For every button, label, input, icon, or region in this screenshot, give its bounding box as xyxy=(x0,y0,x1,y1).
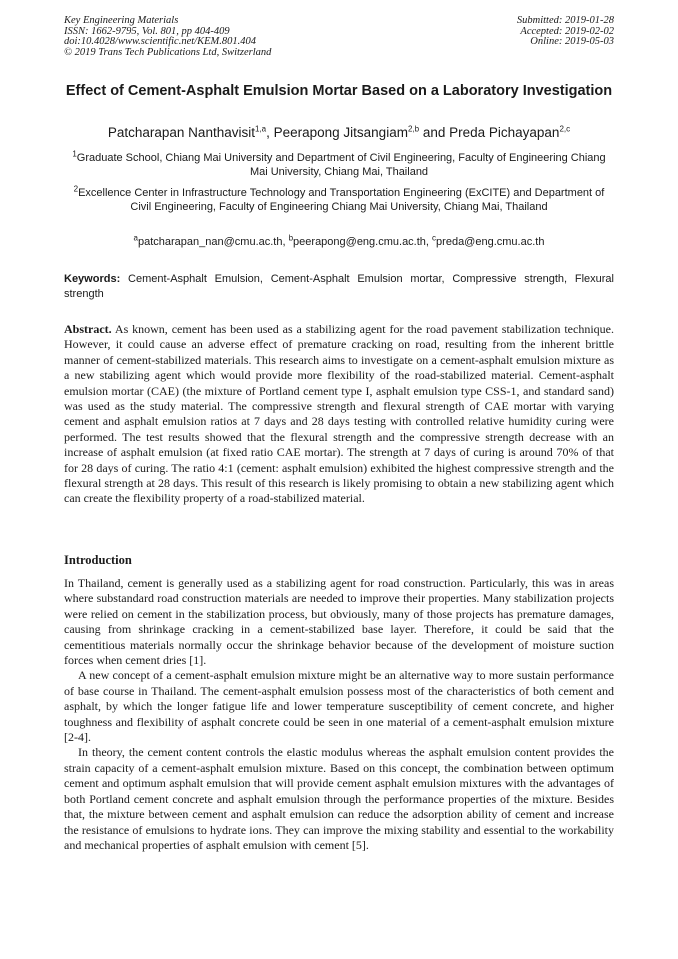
affiliation-text: Graduate School, Chiang Mai University and Department of Civil Engineering, Faculty of Engineering Chiang Mai University, Chiang Mai, Thailand xyxy=(76,152,606,179)
affiliation-2 xyxy=(64,186,614,214)
paragraph: In theory, the cement content controls the elastic modulus whereas the asphalt emulsion content provides the strain capacity of a cement-asphalt emulsion mixture. Based on this concept, the combination between optimum cement and optimum asphalt emulsion that will provide cement asphalt emulsion mixtures with the advantages of both Portland cement concrete and asphalt emulsion through the performance properties of the mixture. Besides that, the mixture between cement and asphalt emulsion can reduce the adsorption ability of cement and increase the resistance of emulsions to hydrate ions. They can improve the mixing stability and essential to the workability and mechanical properties of asphalt emulsion with cement [5]. xyxy=(64,745,614,852)
author-list xyxy=(20,124,658,141)
author-separator: , xyxy=(266,125,274,140)
affiliation-mark: 2 xyxy=(73,184,79,194)
abstract-text: As known, cement has been used as a stabilizing agent for the road pavement stabilization technique. However, it could cause an adverse effect of premature cracking on road, resulting from the inherent brittle manner of cement-stabilized materials. This research aims to investigate on a cement-asphalt emulsion mixture as a new stabilizing agent which would provide more flexibility of the road-stabilized material. Cement-asphalt emulsion mortar (CAE) (the mixture of Portland cement type I, asphalt emulsion type CSS-1, and standard sand) was used as the study material. The compressive strength and flexural strength of CAE mortar with varying cement and asphalt emulsion ratios at 7 days and 28 days testing with controlled relative humidity curing were performed. The test results showed that the flexural strength and the compressive strength decrease with an increase of asphalt emulsion (at fixed ratio CAE mortar). The strength at 7 days of curing is around 70% of that for 28 days of curing. The ratio 4:1 (cement: asphalt emulsion) exhibited the highest compressive strength and the flexural strength at 28 days. This result of this research is likely promising to obtain a new stabilizing agent which can create the flexibility property of a road-stabilized material. xyxy=(64,322,614,506)
issn-line: ISSN: 1662-9795, Vol. 801, pp 404-409 xyxy=(64,25,230,37)
paragraph: A new concept of a cement-asphalt emulsion mixture might be an alternative way to more sustain performance of base course in Thailand. The cement-asphalt emulsion possess most of the characteristics of both cement and asphalt, by which the longer fatigue life and lower temperature susceptibility of cement concrete, and higher toughness and flexibility of asphalt concrete could be seen in one material of a cement-asphalt emulsion mixture [2-4]. xyxy=(64,668,614,745)
email-mark: b xyxy=(288,233,294,243)
paragraph: In Thailand, cement is generally used as a stabilizing agent for road construction. Particularly, this was in areas where substandard road construction materials are needed to improve their properties. Many stabilization projects were relied on cement in the stabilization process, but obviously, many of those projects has premature damages, causing from shrinkage cracking in a cement-stabilized base layer. Therefore, it could be said that the cementitious materials normally occur the shrinkage behavior because of the development of moisture suction forces when cement dries [1]. xyxy=(64,576,614,668)
introduction-heading: Introduction xyxy=(64,553,132,567)
keywords-section xyxy=(64,272,614,301)
author-affiliation-mark: 2,c xyxy=(559,124,571,134)
paper-title: Effect of Cement-Asphalt Emulsion Mortar Based on a Laboratory Investigation xyxy=(65,83,613,99)
online-date: Online: 2019-05-03 xyxy=(530,36,614,48)
affiliation-1 xyxy=(64,151,614,179)
email-mark: a xyxy=(133,233,138,243)
dates-header xyxy=(517,16,614,48)
copyright-line: © 2019 Trans Tech Publications Ltd, Switzerland xyxy=(64,46,272,58)
author-name: Preda Pichayapan xyxy=(449,125,560,140)
affiliation-mark: 1 xyxy=(72,149,77,159)
accepted-date: Accepted: 2019-02-02 xyxy=(520,25,614,37)
journal-header xyxy=(64,16,271,58)
email-link[interactable]: peerapong@eng.cmu.ac.th xyxy=(293,236,426,248)
email-link[interactable]: preda@eng.cmu.ac.th xyxy=(436,236,545,248)
author-affiliation-mark: 2,b xyxy=(407,124,420,134)
affiliation-text: Excellence Center in Infrastructure Technology and Transportation Engineering (ExCITE) and Department of Civil Engineering, Faculty of Engineering Chiang Mai University, Chiang Mai, Thailand xyxy=(78,187,605,214)
author-emails xyxy=(64,235,614,249)
author-affiliation-mark: 1,a xyxy=(254,124,267,134)
keywords-text: Cement-Asphalt Emulsion, Cement-Asphalt Emulsion mortar, Compressive strength, Flexural strength xyxy=(64,273,614,300)
introduction-body xyxy=(64,576,614,853)
email-separator: , xyxy=(425,236,433,248)
email-link[interactable]: patcharapan_nan@cmu.ac.th xyxy=(137,236,283,248)
abstract-label: Abstract. xyxy=(64,322,112,336)
author-name: Patcharapan Nanthavisit xyxy=(107,125,255,140)
email-separator: , xyxy=(282,236,289,248)
abstract-section xyxy=(64,322,614,507)
journal-name: Key Engineering Materials xyxy=(64,15,179,26)
author-name: Peerapong Jitsangiam xyxy=(273,125,408,140)
author-separator: and xyxy=(419,125,450,140)
doi-line[interactable]: doi:10.4028/www.scientific.net/KEM.801.404 xyxy=(64,36,256,48)
submitted-date: Submitted: 2019-01-28 xyxy=(516,15,614,26)
keywords-label: Keywords: xyxy=(64,273,121,285)
email-mark: c xyxy=(432,233,437,243)
